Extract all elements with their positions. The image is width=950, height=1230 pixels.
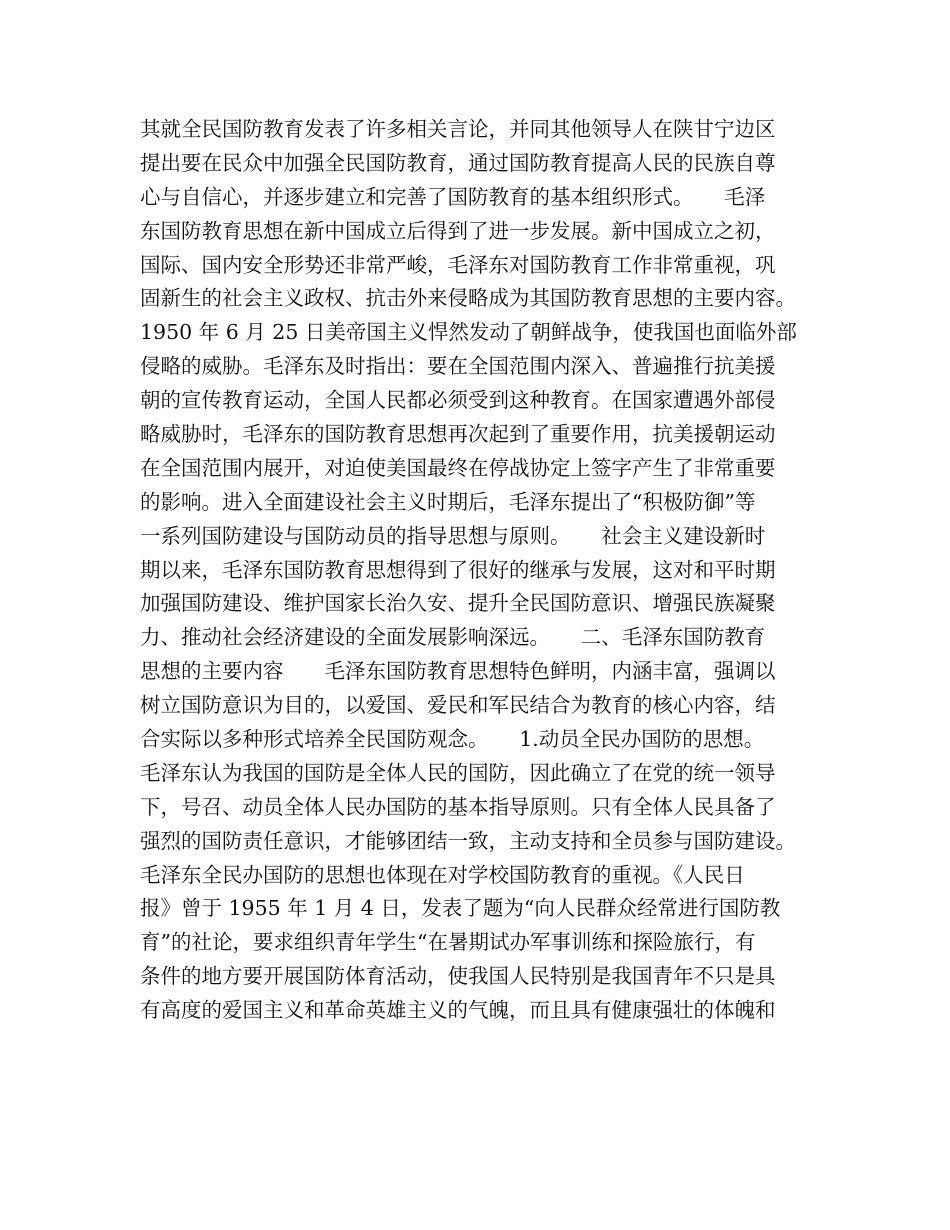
text-line: 树立国防意识为目的，以爱国、爱民和军民结合为教育的核心内容，结 xyxy=(140,693,776,718)
text-line: 毛泽东认为我国的国防是全体人民的国防，因此确立了在党的统一领导 xyxy=(140,760,776,785)
text-line: 心与自信心，并逐步建立和完善了国防教育的基本组织形式。 毛泽 xyxy=(140,184,766,209)
text-line: 的影响。进入全面建设社会主义时期后，毛泽东提出了“积极防御”等 xyxy=(140,489,756,514)
text-line: 固新生的社会主义政权、抗击外来侵略成为其国防教育思想的主要内容。 xyxy=(140,286,796,311)
text-line: 加强国防建设、维护国家长治久安、提升全民国防意识、增强民族凝聚 xyxy=(140,591,776,616)
body-text xyxy=(140,113,840,1028)
text-line: 报》曾于 1955 年 1 月 4 日，发表了题为“向人民群众经常进行国防教 xyxy=(140,896,781,921)
text-line: 提出要在民众中加强全民国防教育，通过国防教育提高人民的民族自尊 xyxy=(140,150,776,175)
text-line: 朝的宣传教育运动，全国人民都必须受到这种教育。在国家遭遇外部侵 xyxy=(140,388,776,413)
text-line: 国际、国内安全形势还非常严峻，毛泽东对国防教育工作非常重视，巩 xyxy=(140,252,776,277)
text-line: 略威胁时，毛泽东的国防教育思想再次起到了重要作用，抗美援朝运动 xyxy=(140,422,776,447)
text-line: 在全国范围内展开，对迫使美国最终在停战协定上签字产生了非常重要 xyxy=(140,455,776,480)
text-line: 其就全民国防教育发表了许多相关言论，并同其他领导人在陕甘宁边区 xyxy=(140,117,776,141)
text-line: 条件的地方要开展国防体育活动，使我国人民特别是我国青年不只是具 xyxy=(140,964,776,989)
text-line: 侵略的威胁。毛泽东及时指出：要在全国范围内深入、普遍推行抗美援 xyxy=(140,354,776,379)
text-line: 1950 年 6 月 25 日美帝国主义悍然发动了朝鲜战争，使我国也面临外部 xyxy=(140,320,797,345)
text-line: 合实际以多种形式培养全民国防观念。 1.动员全民办国防的思想。 xyxy=(140,727,765,752)
text-line: 思想的主要内容 毛泽东国防教育思想特色鲜明，内涵丰富，强调以 xyxy=(140,659,776,684)
text-line: 力、推动社会经济建设的全面发展影响深远。 二、毛泽东国防教育 xyxy=(140,625,766,650)
text-line: 东国防教育思想在新中国成立后得到了进一步发展。新中国成立之初， xyxy=(140,218,776,243)
text-line: 下，号召、动员全体人民办国防的基本指导原则。只有全体人民具备了 xyxy=(140,794,776,819)
text-line: 育”的社论，要求组织青年学生“在暑期试办军事训练和探险旅行，有 xyxy=(140,930,756,955)
text-line: 有高度的爱国主义和革命英雄主义的气魄，而且具有健康强壮的体魄和 xyxy=(140,998,776,1023)
text-line: 一系列国防建设与国防动员的指导思想与原则。 社会主义建设新时 xyxy=(140,523,766,548)
text-line: 毛泽东全民办国防的思想也体现在对学校国防教育的重视。《人民日 xyxy=(140,862,745,887)
text-line: 期以来，毛泽东国防教育思想得到了很好的继承与发展，这对和平时期 xyxy=(140,557,776,582)
text-line: 强烈的国防责任意识，才能够团结一致，主动支持和全员参与国防建设。 xyxy=(140,828,796,853)
